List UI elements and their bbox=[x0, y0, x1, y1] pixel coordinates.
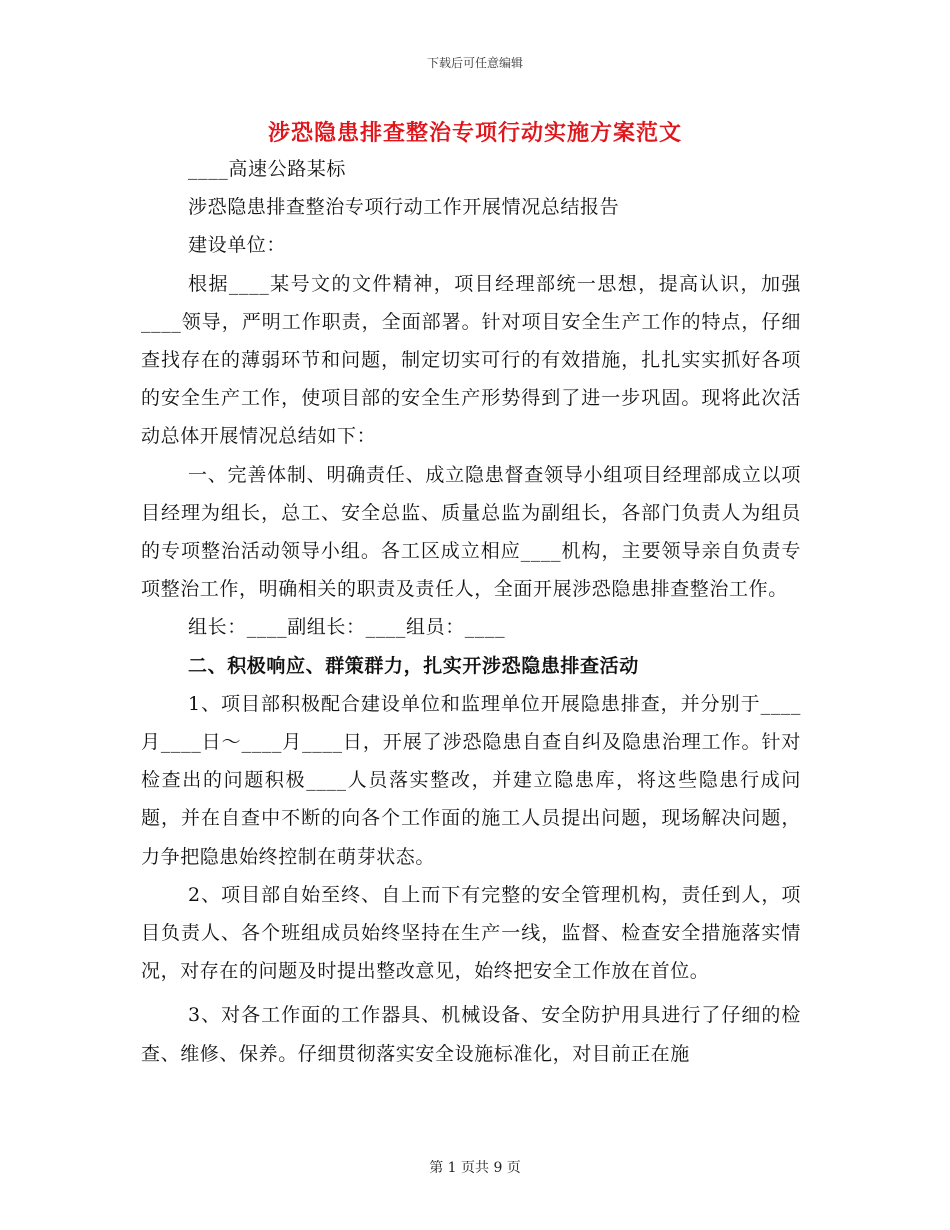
paragraph-section-1: 一、完善体制、明确责任、成立隐患督查领导小组项目经理部成立以项目经理为组长，总工、安全总监、质量总监为副组长，各部门负责人为组员的专项整治活动领导小组。各工区成立相应____机构，主要领导亲自负责专项整治工作，明确相关的职责及责任人，全面开展涉恐隐患排查整治工作。 bbox=[141, 463, 801, 601]
paragraph-members: 组长：____副组长：____组员：____ bbox=[188, 616, 506, 639]
document-body bbox=[141, 150, 801, 1073]
paragraph-report-title: 涉恐隐患排查整治专项行动工作开展情况总结报告 bbox=[188, 196, 620, 219]
paragraph-item-2: 2、项目部自始至终、自上而下有完整的安全管理机构，责任到人，项目负责人、各个班组成员始终坚持在生产一线，监督、检查安全措施落实情况，对存在的问题及时提出整改意见，始终把安全工作放在首位。 bbox=[141, 883, 801, 983]
page-header: 下载后可任意编辑 bbox=[426, 56, 523, 70]
page-footer: 第 1 页共 9 页 bbox=[429, 1160, 521, 1176]
paragraph-addressee: 建设单位： bbox=[188, 234, 287, 257]
section-heading-2: 二、积极响应、群策群力，扎实开涉恐隐患排查活动 bbox=[188, 654, 639, 677]
document-title: 涉恐隐患排查整治专项行动实施方案范文 bbox=[267, 120, 682, 146]
paragraph-intro: 根据____某号文的文件精神，项目经理部统一思想，提高认识，加强____领导，严明工作职责，全面部署。针对项目安全生产工作的特点，仔细查找存在的薄弱环节和问题，制定切实可行的有效措施，扎扎实实抓好各项的安全生产工作，使项目部的安全生产形势得到了进一步巩固。现将此次活动总体开展情况总结如下： bbox=[141, 272, 801, 448]
paragraph-item-1: 1、项目部积极配合建设单位和监理单位开展隐患排查，并分别于____月____日～____月____日，开展了涉恐隐患自查自纠及隐患治理工作。针对检查出的问题积极____人员落实整改，并建立隐患库，将这些隐患行成问题，并在自查中不断的向各个工作面的施工人员提出问题，现场解决问题，力争把隐患始终控制在萌芽状态。 bbox=[141, 692, 801, 868]
paragraph-project-name: ____高速公路某标 bbox=[188, 158, 347, 180]
paragraph-item-3: 3、对各工作面的工作器具、机械设备、安全防护用具进行了仔细的检查、维修、保养。仔细贯彻落实安全设施标准化，对目前正在施 bbox=[141, 1004, 801, 1065]
